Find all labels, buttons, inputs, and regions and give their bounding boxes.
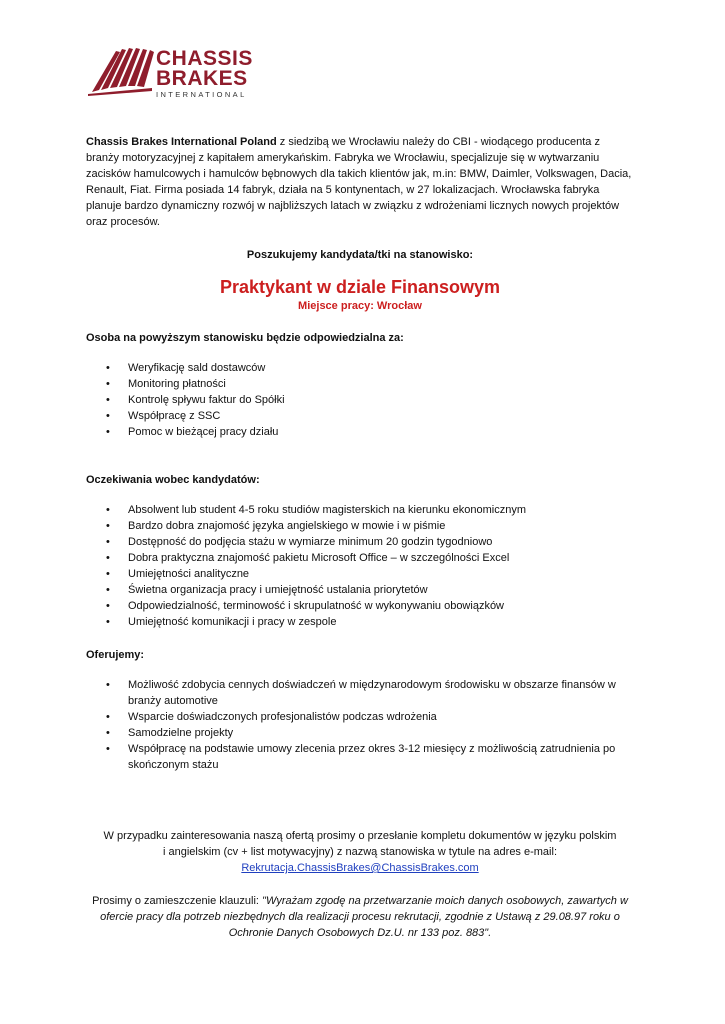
intro-text: z siedzibą we Wrocławiu należy do CBI - wiodącego producenta z branży motoryzacyjnej z kapitałem amerykańskim. Fabryka we Wrocławiu, specjalizuje się w wytwarzaniu zacisków hamulcowych i hamulców bębnowych dla takich klientów jak, m.in: BMW, Daimler, Volkswagen, Dacia, Renault, Fiat. Firma posiada 14 fabryk, działa na 5 kontynentach, w 27 lokalizacjach. Wrocławska fabryka planuje bardzo dynamiczny rozwój w najbliższych latach w związku z wdrożeniami licznych nowych projektów oraz procesów.: [86, 136, 632, 228]
responsibilities-heading: Osoba na powyższym stanowisku będzie odpowiedzialna za:: [86, 332, 404, 344]
closing-line-1: W przypadku zainteresowania naszą ofertą prosimy o przesłanie kompletu dokumentów w języku polskim: [103, 830, 617, 842]
list-item: • Dostępność do podjęcia stażu w wymiarze minimum 20 godzin tygodniowo: [128, 534, 634, 550]
list-item: • Umiejętność komunikacji i pracy w zespole: [128, 614, 634, 630]
clause-text: "Wyrażam zgodę na przetwarzanie moich danych osobowych, zawartych w ofercie pracy dla potrzeb niezbędnych dla realizacji procesu rekrutacji, zgodnie z Ustawą z 29.08.97 roku o Ochronie Danych Osobowych Dz.U. nr 133 poz. 883".: [100, 895, 628, 939]
list-item: • Pomoc w bieżącej pracy działu: [128, 424, 634, 440]
expectations-heading: Oczekiwania wobec kandydatów:: [86, 474, 260, 486]
list-item: • Świetna organizacja pracy i umiejętność ustalania priorytetów: [128, 582, 634, 598]
list-item: • Bardzo dobra znajomość języka angielskiego w mowie i w piśmie: [128, 518, 634, 534]
list-item: • Wsparcie doświadczonych profesjonalistów podczas wdrożenia: [128, 709, 634, 725]
logo-line-chassis: CHASSIS: [156, 47, 253, 70]
list-item: • Współpracę z SSC: [128, 408, 634, 424]
list-item: • Monitoring płatności: [128, 376, 634, 392]
offer-list: [86, 677, 634, 773]
list-item: • Absolwent lub student 4-5 roku studiów magisterskich na kierunku ekonomicznym: [128, 502, 634, 518]
job-title: Praktykant w dziale Finansowym: [219, 277, 501, 297]
logo-wordmark: [156, 48, 253, 99]
intro-paragraph: [86, 134, 634, 230]
expectations-list: [86, 502, 634, 630]
search-heading: Poszukujemy kandydata/tki na stanowisko:: [246, 249, 474, 261]
logo-line-brakes: BRAKES: [156, 67, 248, 90]
logo-line-international: INTERNATIONAL: [156, 90, 247, 99]
list-item: • Umiejętności analityczne: [128, 566, 634, 582]
list-item: • Weryfikację sald dostawców: [128, 360, 634, 376]
list-item: • Dobra praktyczna znajomość pakietu Microsoft Office – w szczególności Excel: [128, 550, 634, 566]
company-name: Chassis Brakes International Poland: [86, 136, 277, 148]
list-item: • Samodzielne projekty: [128, 725, 634, 741]
logo-fan-icon: [86, 40, 156, 96]
company-logo: [86, 40, 261, 100]
list-item: • Możliwość zdobycia cennych doświadczeń w międzynarodowym środowisku w obszarze finansów w branży automotive: [128, 677, 634, 709]
list-item: • Współpracę na podstawie umowy zlecenia przez okres 3-12 miesięcy z możliwością zatrudnienia po skończonym stażu: [128, 741, 634, 773]
closing-line-2: i angielskim (cv + list motywacyjny) z nazwą stanowiska w tytule na adres e-mail:: [163, 846, 557, 858]
document-body: [86, 134, 634, 958]
job-location: Miejsce pracy: Wrocław: [298, 300, 422, 312]
list-item: • Odpowiedzialność, terminowość i skrupulatność w wykonywaniu obowiązków: [128, 598, 634, 614]
closing-paragraph: [86, 828, 634, 876]
offer-heading: Oferujemy:: [86, 649, 145, 661]
recruitment-email-link[interactable]: Rekrutacja.ChassisBrakes@ChassisBrakes.com: [241, 862, 479, 874]
clause-prefix: Prosimy o zamieszczenie klauzuli:: [92, 895, 263, 907]
consent-clause-paragraph: [86, 893, 634, 941]
list-item: • Kontrolę spływu faktur do Spółki: [128, 392, 634, 408]
responsibilities-list: [86, 360, 634, 440]
